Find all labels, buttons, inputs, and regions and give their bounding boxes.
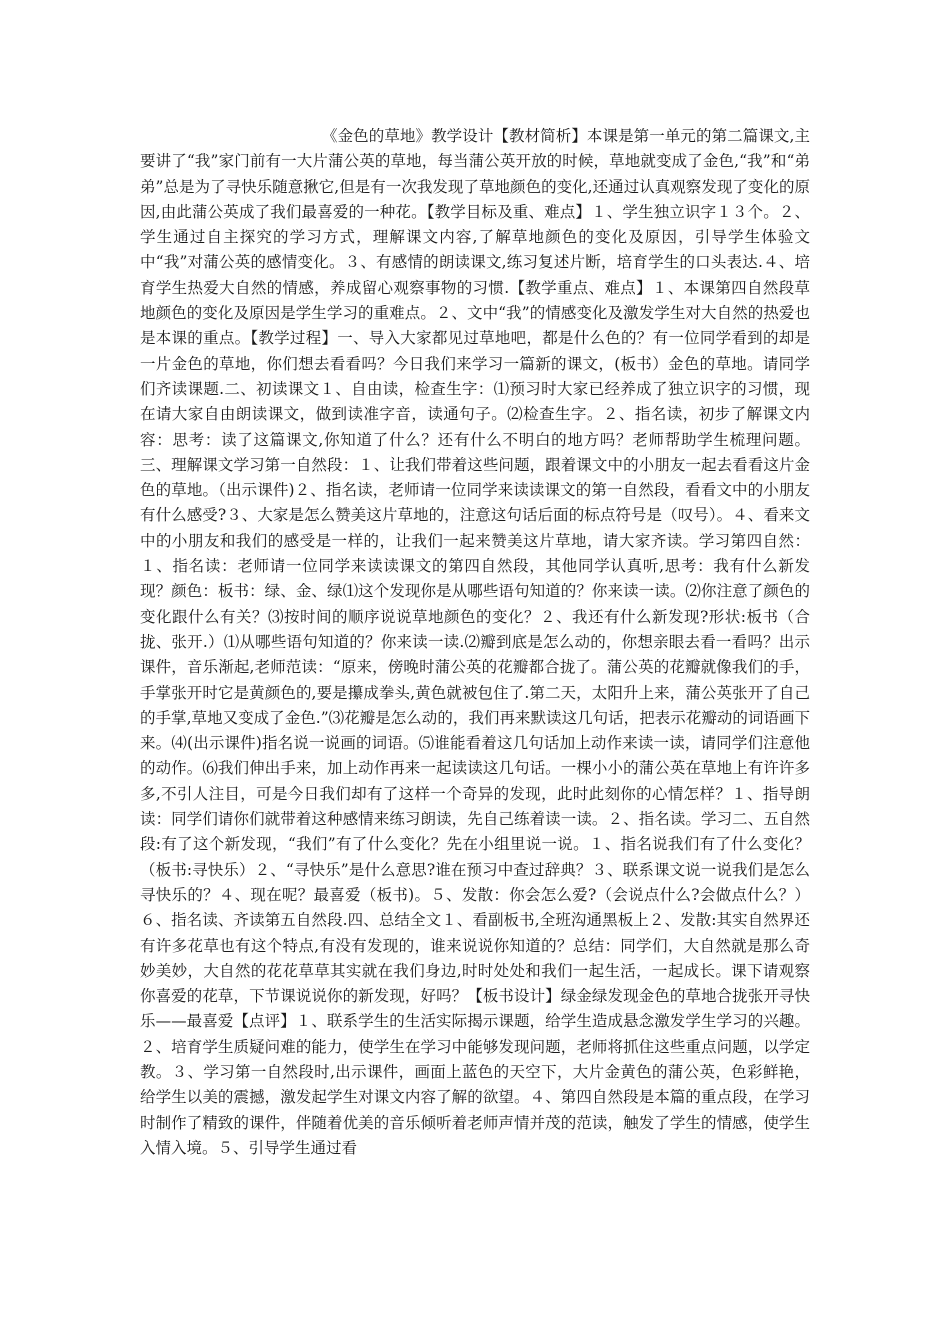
document-body-text: 《金色的草地》教学设计【教材简析】本课是第一单元的第二篇课文,主要讲了“我”家门前有一大片蒲公英的草地，每当蒲公英开放的时候，草地就变成了金色,“我”和“弟弟”总是为了寻快乐随意揪它,但是有一次我发现了草地颜色的变化,还通过认真观察发现了变化的原因,由此蒲公英成了我们最喜爱的一种花。【教学目标及重、难点】１、学生独立识字１３个。２、学生通过自主探究的学习方式，理解课文内容,了解草地颜色的变化及原因，引导学生体验文中“我”对蒲公英的感情变化。３、有感情的朗读课文,练习复述片断，培育学生的口头表达.４、培育学生热爱大自然的情感，养成留心观察事物的习惯.【教学重点、难点】１、本课第四自然段草地颜色的变化及原因是学生学习的重难点。２、文中“我”的情感变化及激发学生对大自然的热爱也是本课的重点。【教学过程】一、导入大家都见过草地吧，都是什么色的？有一位同学看到的却是一片金色的草地，你们想去看看吗？今日我们来学习一篇新的课文，(板书）金色的草地。请同学们齐读课题.二、初读课文１、自由读，检查生字：⑴预习时大家已经养成了独立识字的习惯，现在请大家自由朗读课文，做到读准字音，读通句子。⑵检查生字。２、指名读，初步了解课文内容：思考：读了这篇课文,你知道了什么？还有什么不明白的地方吗？老师帮助学生梳理问题。三、理解课文学习第一自然段：１、让我们带着这些问题，跟着课文中的小朋友一起去看看这片金色的草地。（出示课件)２、指名读，老师请一位同学来读读课文的第一自然段，看看文中的小朋友有什么感受?３、大家是怎么赞美这片草地的，注意这句话后面的标点符号是（叹号）。４、看来文中的小朋友和我们的感受是一样的，让我们一起来赞美这片草地，请大家齐读。学习第四自然：１、指名读：老师请一位同学来读读课文的第四自然段，其他同学认真听,思考：我有什么新发现？颜色：板书：绿、金、绿⑴这个发现你是从哪些语句知道的？你来读一读。⑵你注意了颜色的变化跟什么有关？⑶按时间的顺序说说草地颜色的变化？２、我还有什么新发现?形状:板书（合拢、张开.）⑴从哪些语句知道的？你来读一读.⑵瓣到底是怎么动的，你想亲眼去看一看吗？出示课件，音乐渐起,老师范读：“原来，傍晚时蒲公英的花瓣都合拢了。蒲公英的花瓣就像我们的手，手掌张开时它是黄颜色的,要是攥成拳头,黄色就被包住了.第二天，太阳升上来，蒲公英张开了自己的手掌,草地又变成了金色.”⑶花瓣是怎么动的，我们再来默读这几句话，把表示花瓣动的词语画下来。⑷(出示课件)指名说一说画的词语。⑸谁能看着这几句话加上动作来读一读，请同学们注意他的动作。⑹我们伸出手来，加上动作再来一起读读这几句话。一棵小小的蒲公英在草地上有许许多多,不引人注目，可是今日我们却有了这样一个奇异的发现，此时此刻你的心情怎样？１、指导朗读：同学们请你们就带着这种感情来练习朗读，先自己练着读一读。２、指名读。学习二、五自然段:有了这个新发现，“我们”有了什么变化？先在小组里说一说。１、指名说我们有了什么变化？（板书:寻快乐）２、“寻快乐”是什么意思?谁在预习中查过辞典？３、联系课文说一说我们是怎么寻快乐的？４、现在呢？最喜爱（板书)。５、发散：你会怎么爱?（会说点什么?会做点什么？）６、指名读、齐读第五自然段.四、总结全文１、看副板书,全班沟通黑板上２、发散:其实自然界还有许多花草也有这个特点,有没有发现的，谁来说说你知道的？总结：同学们，大自然就是那么奇妙美妙，大自然的花花草草其实就在我们身边,时时处处和我们一起生活，一起成长。课下请观察你喜爱的花草，下节课说说你的新发现，好吗？【板书设计】绿金绿发现金色的草地合拢张开寻快乐——最喜爱【点评】１、联系学生的生活实际揭示课题，给学生造成悬念激发学生学习的兴趣。２、培育学生质疑问难的能力，使学生在学习中能够发现问题，老师将抓住这些重点问题，以学定教。３、学习第一自然段时,出示课件，画面上蓝色的天空下，大片金黄色的蒲公英，色彩鲜艳，给学生以美的震撼，激发起学生对课文内容了解的欲望。４、第四自然段是本篇的重点段，在学习时制作了精致的课件，伴随着优美的音乐倾听着老师声情并茂的范读，触发了学生的情感，使学生入情入境。５、引导学生通过看 <box>140 127 810 1157</box>
